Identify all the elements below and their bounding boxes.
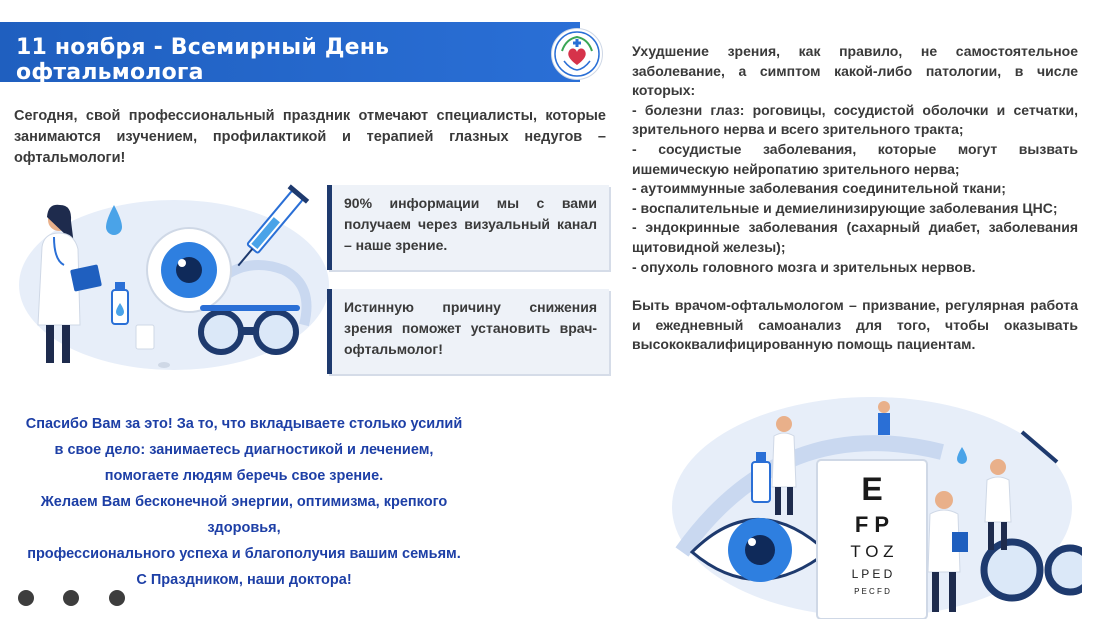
page-title: 11 ноября - Всемирный День офтальмолога: [16, 35, 390, 85]
callout-visual-info: 90% информации мы с вами получаем через визуальный канал – наше зрение.: [327, 185, 609, 270]
thanks-line: помогаете людям беречь свое зрение.: [104, 468, 384, 484]
eye-chart-row: P E C F D: [854, 587, 890, 596]
carousel-dot[interactable]: [63, 590, 79, 606]
thanks-message: [24, 411, 464, 593]
thanks-line: профессионального успеха и благополучия вашим семьям.: [27, 546, 461, 562]
eye-chart-row: E: [861, 471, 883, 507]
title-banner: [0, 22, 580, 85]
eye-chart-row: F P: [854, 512, 890, 537]
intro-text: Сегодня, свой профессиональный праздник отмечают специалисты, которые занимаются изучением, профилактикой и терапией глазных недугов – офтальмологи!: [14, 108, 606, 166]
right-intro: Ухудшение зрения, как правило, не самостоятельное заболевание, а симптом какой-либо патологии, в числе которых:: [632, 43, 1078, 99]
list-item: - аутоиммунные заболевания соединительной ткани;: [632, 180, 1006, 197]
list-item: - опухоль головного мозга и зрительных нервов.: [632, 258, 976, 275]
right-column-text: [632, 42, 1078, 355]
list-item: - сосудистые заболевания, которые могут вызвать ишемическую нейропатию зрительного нерва;: [632, 140, 1078, 177]
carousel-dot[interactable]: [18, 590, 34, 606]
callout-doctor-cause: Истинную причину снижения зрения поможет установить врач-офтальмолог!: [327, 289, 609, 374]
eye-chart-doctors-illustration: [662, 392, 1082, 619]
medical-heart-logo-icon: [551, 28, 603, 80]
thanks-line: С Праздником, наши доктора!: [136, 572, 352, 588]
list-item: - воспалительные и демиелинизирующие заболевания ЦНС;: [632, 199, 1058, 216]
eye-chart-row: L P E D: [851, 567, 893, 581]
list-item: - эндокринные заболевания (сахарный диабет, заболевания щитовидной железы);: [632, 219, 1078, 255]
right-closing: Быть врачом-офтальмологом – призвание, регулярная работа и ежедневный самоанализ для того, чтобы оказывать высококвалифицированную помощь пациентам.: [632, 297, 1078, 353]
carousel-dots-icon[interactable]: [18, 590, 150, 611]
thanks-line: в свое дело: занимаетесь диагностикой и лечением,: [54, 442, 434, 458]
thanks-line: Спасибо Вам за это! За то, что вкладываете столько усилий: [25, 416, 463, 432]
list-item: - болезни глаз: роговицы, сосудистой оболочки и сетчатки, зрительного нерва и всего зрительного тракта;: [632, 101, 1078, 138]
thanks-line: Желаем Вам бесконечной энергии, оптимизма, крепкого здоровья,: [40, 494, 448, 536]
carousel-dot[interactable]: [109, 590, 125, 606]
eye-chart-row: T O Z: [850, 542, 894, 561]
eye-doctor-illustration: [14, 175, 336, 375]
